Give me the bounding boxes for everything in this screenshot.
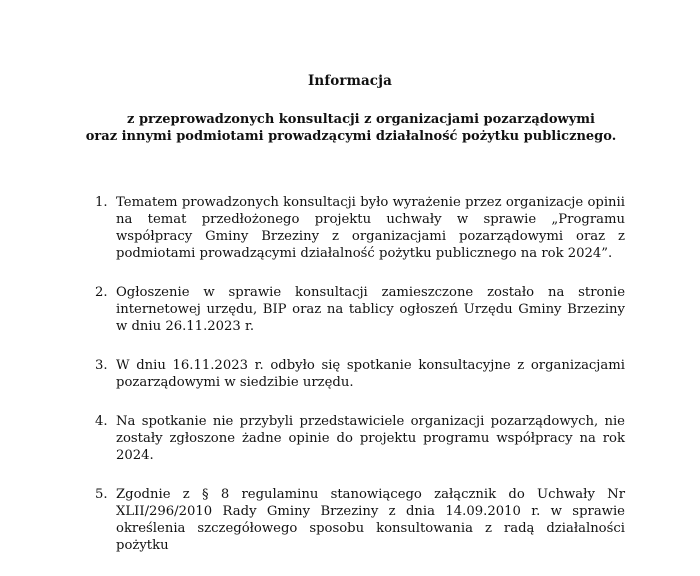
list-item-text: W dniu 16.11.2023 r. odbyło się spotkanie konsultacyjne z organizacjami pozarządowymi w siedzibie urzędu. <box>116 358 625 390</box>
list-item-text: Tematem prowadzonych konsultacji było wyrażenie przez organizacje opinii na temat przedłożonego projektu uchwały w sprawie „Programu współpracy Gminy Brzeziny z organizacjami pozarządowymi oraz z podmiotami prowadzącymi działalność pożytku publicznego na rok 2024”. <box>116 195 625 261</box>
numbered-list <box>95 194 625 576</box>
list-item-text: Na spotkanie nie przybyli przedstawiciele organizacji pozarządowych, nie zostały zgłoszone żadne opinie do projektu programu współpracy na rok 2024. <box>116 414 625 463</box>
subtitle-line-2: oraz innymi podmiotami prowadzącymi działalność pożytku publicznego. <box>85 129 617 144</box>
document-title: Informacja <box>308 73 392 89</box>
list-item <box>95 284 625 335</box>
list-item <box>95 486 625 554</box>
list-item-number: 1. <box>95 195 108 210</box>
list-item-number: 2. <box>95 285 108 300</box>
subtitle-line-1: z przeprowadzonych konsultacji z organizacjami pozarządowymi <box>127 112 595 127</box>
list-item-number: 3. <box>95 358 108 373</box>
list-item-text: Ogłoszenie w sprawie konsultacji zamieszczone zostało na stronie internetowej urzędu, BIP oraz na tablicy ogłoszeń Urzędu Gminy Brzeziny w dniu 26.11.2023 r. <box>116 285 625 334</box>
list-item-text: Zgodnie z § 8 regulaminu stanowiącego załącznik do Uchwały Nr XLII/296/2010 Rady Gminy Brzeziny z dnia 14.09.2010 r. w sprawie określenia szczegółowego sposobu konsultowania z radą działalności pożytku <box>116 487 625 553</box>
document-subtitle <box>0 111 700 145</box>
list-item <box>95 194 625 262</box>
list-item-number: 4. <box>95 414 108 429</box>
list-item <box>95 413 625 464</box>
list-item <box>95 357 625 391</box>
list-item-number: 5. <box>95 487 108 502</box>
